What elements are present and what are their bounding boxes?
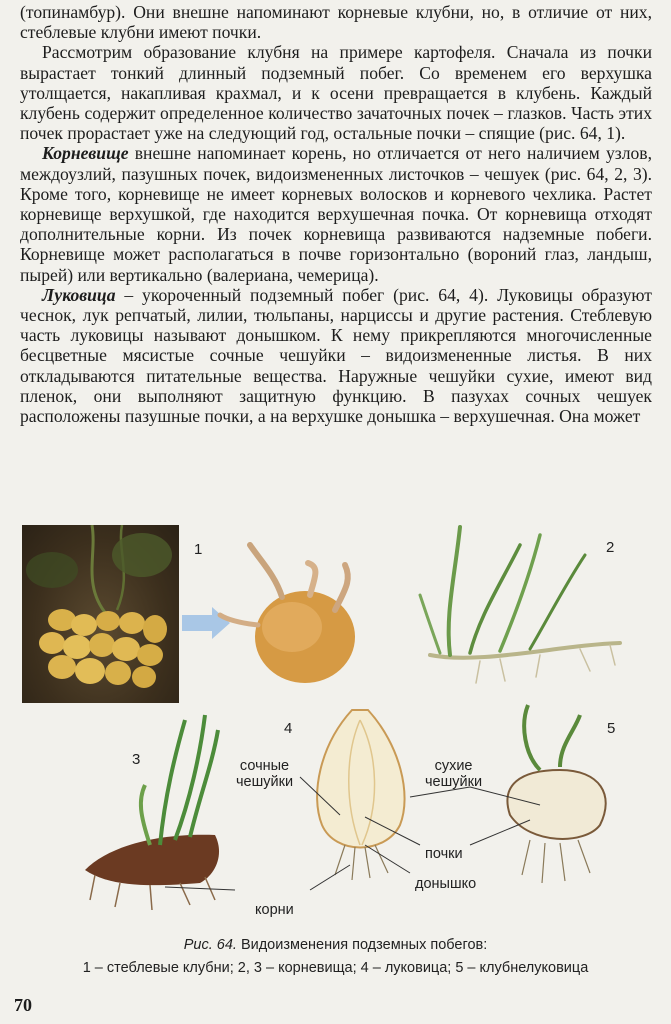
term: Луковица <box>42 284 116 305</box>
caption-ref: Рис. 64. <box>183 937 237 953</box>
caption-title: Видоизменения подземных побегов: <box>236 937 488 953</box>
paragraph <box>20 143 652 284</box>
arrow-icon <box>182 607 230 639</box>
figure-number-4: 4 <box>284 720 293 737</box>
text-run: внешне напоминает корень, но отличается от него наличием узлов, междоузлий, пазушных почек, видоизмененных листочков – чешуек (рис. 64, 2, 3). Кроме того, корневище не имеет корневых волосков и корневого чехлика. Растет корневище верхушкой, где находится верхушечная почка. От корневища отходят дополнительные корни. Из почек корневища развиваются надземные побеги. Корневище может располагаться в почве горизонтально (вороний глаз, ландыш, пырей) или вертикально (валериана, чемерица). <box>20 143 652 285</box>
text-run: – укороченный подземный побег (рис. 64, 4). Луковицы образуют чеснок, лук репчатый, лилии, тюльпаны, нарциссы и другие растения. Стеблевую часть луковицы называют донышком. К нему прикрепляются многочисленные бесцветные мясистые сочные чешуйки – видоизмененные листья. В них откладываются питательные вещества. Наружные чешуйки сухие, имеют вид пленок, они выполняют защитную функцию. В пазухах сочных чешуек расположены пазушные почки, а на верхушке донышка – верхушечная. Она может <box>20 284 652 427</box>
term: Корневище <box>42 143 129 164</box>
label-buds: почки <box>425 846 463 862</box>
label-dry-scales: сухие чешуйки <box>425 758 483 790</box>
sprouting-potato-drawing <box>220 545 355 683</box>
label-roots: корни <box>255 902 294 918</box>
figure-number-5: 5 <box>607 720 616 737</box>
text-run: (топинамбур). Они внешне напоминают корневые клубни, но, в отличие от них, стеблевые клубни имеют почки. <box>20 2 652 43</box>
label-juicy-scales: сочные чешуйки <box>236 758 294 790</box>
figure-64 <box>0 515 671 985</box>
paragraph <box>20 2 652 42</box>
rhizome-2-drawing <box>420 527 620 683</box>
rhizome-3-drawing <box>85 715 219 910</box>
text-run: Рассмотрим образование клубня на примере картофеля. Сначала из почки вырастает тонкий длинный подземный побег. Со временем его верхушка утолщается, накапливая крахмал, и к осени превращается в клубень. Каждый клубень содержит определенное количество зачаточных почек – глазков. Часть этих почек прорастает уже на следующий год, остальные почки – спящие (рис. 64, 1). <box>20 42 652 144</box>
figure-caption <box>0 937 671 953</box>
paragraph <box>20 42 652 143</box>
figure-number-1: 1 <box>194 541 203 558</box>
page-number: 70 <box>14 995 32 1015</box>
figure-drawings <box>0 515 671 985</box>
label-bottom: донышко <box>415 876 477 892</box>
paragraph <box>20 285 652 426</box>
figure-caption-legend: 1 – стеблевые клубни; 2, 3 – корневища; 4 – луковица; 5 – клубнелуковица <box>82 960 589 976</box>
figure-number-3: 3 <box>132 751 141 768</box>
body-text <box>20 2 652 426</box>
corm-5-drawing <box>507 705 605 883</box>
figure-number-2: 2 <box>606 539 615 556</box>
bulb-4-drawing <box>317 710 404 880</box>
